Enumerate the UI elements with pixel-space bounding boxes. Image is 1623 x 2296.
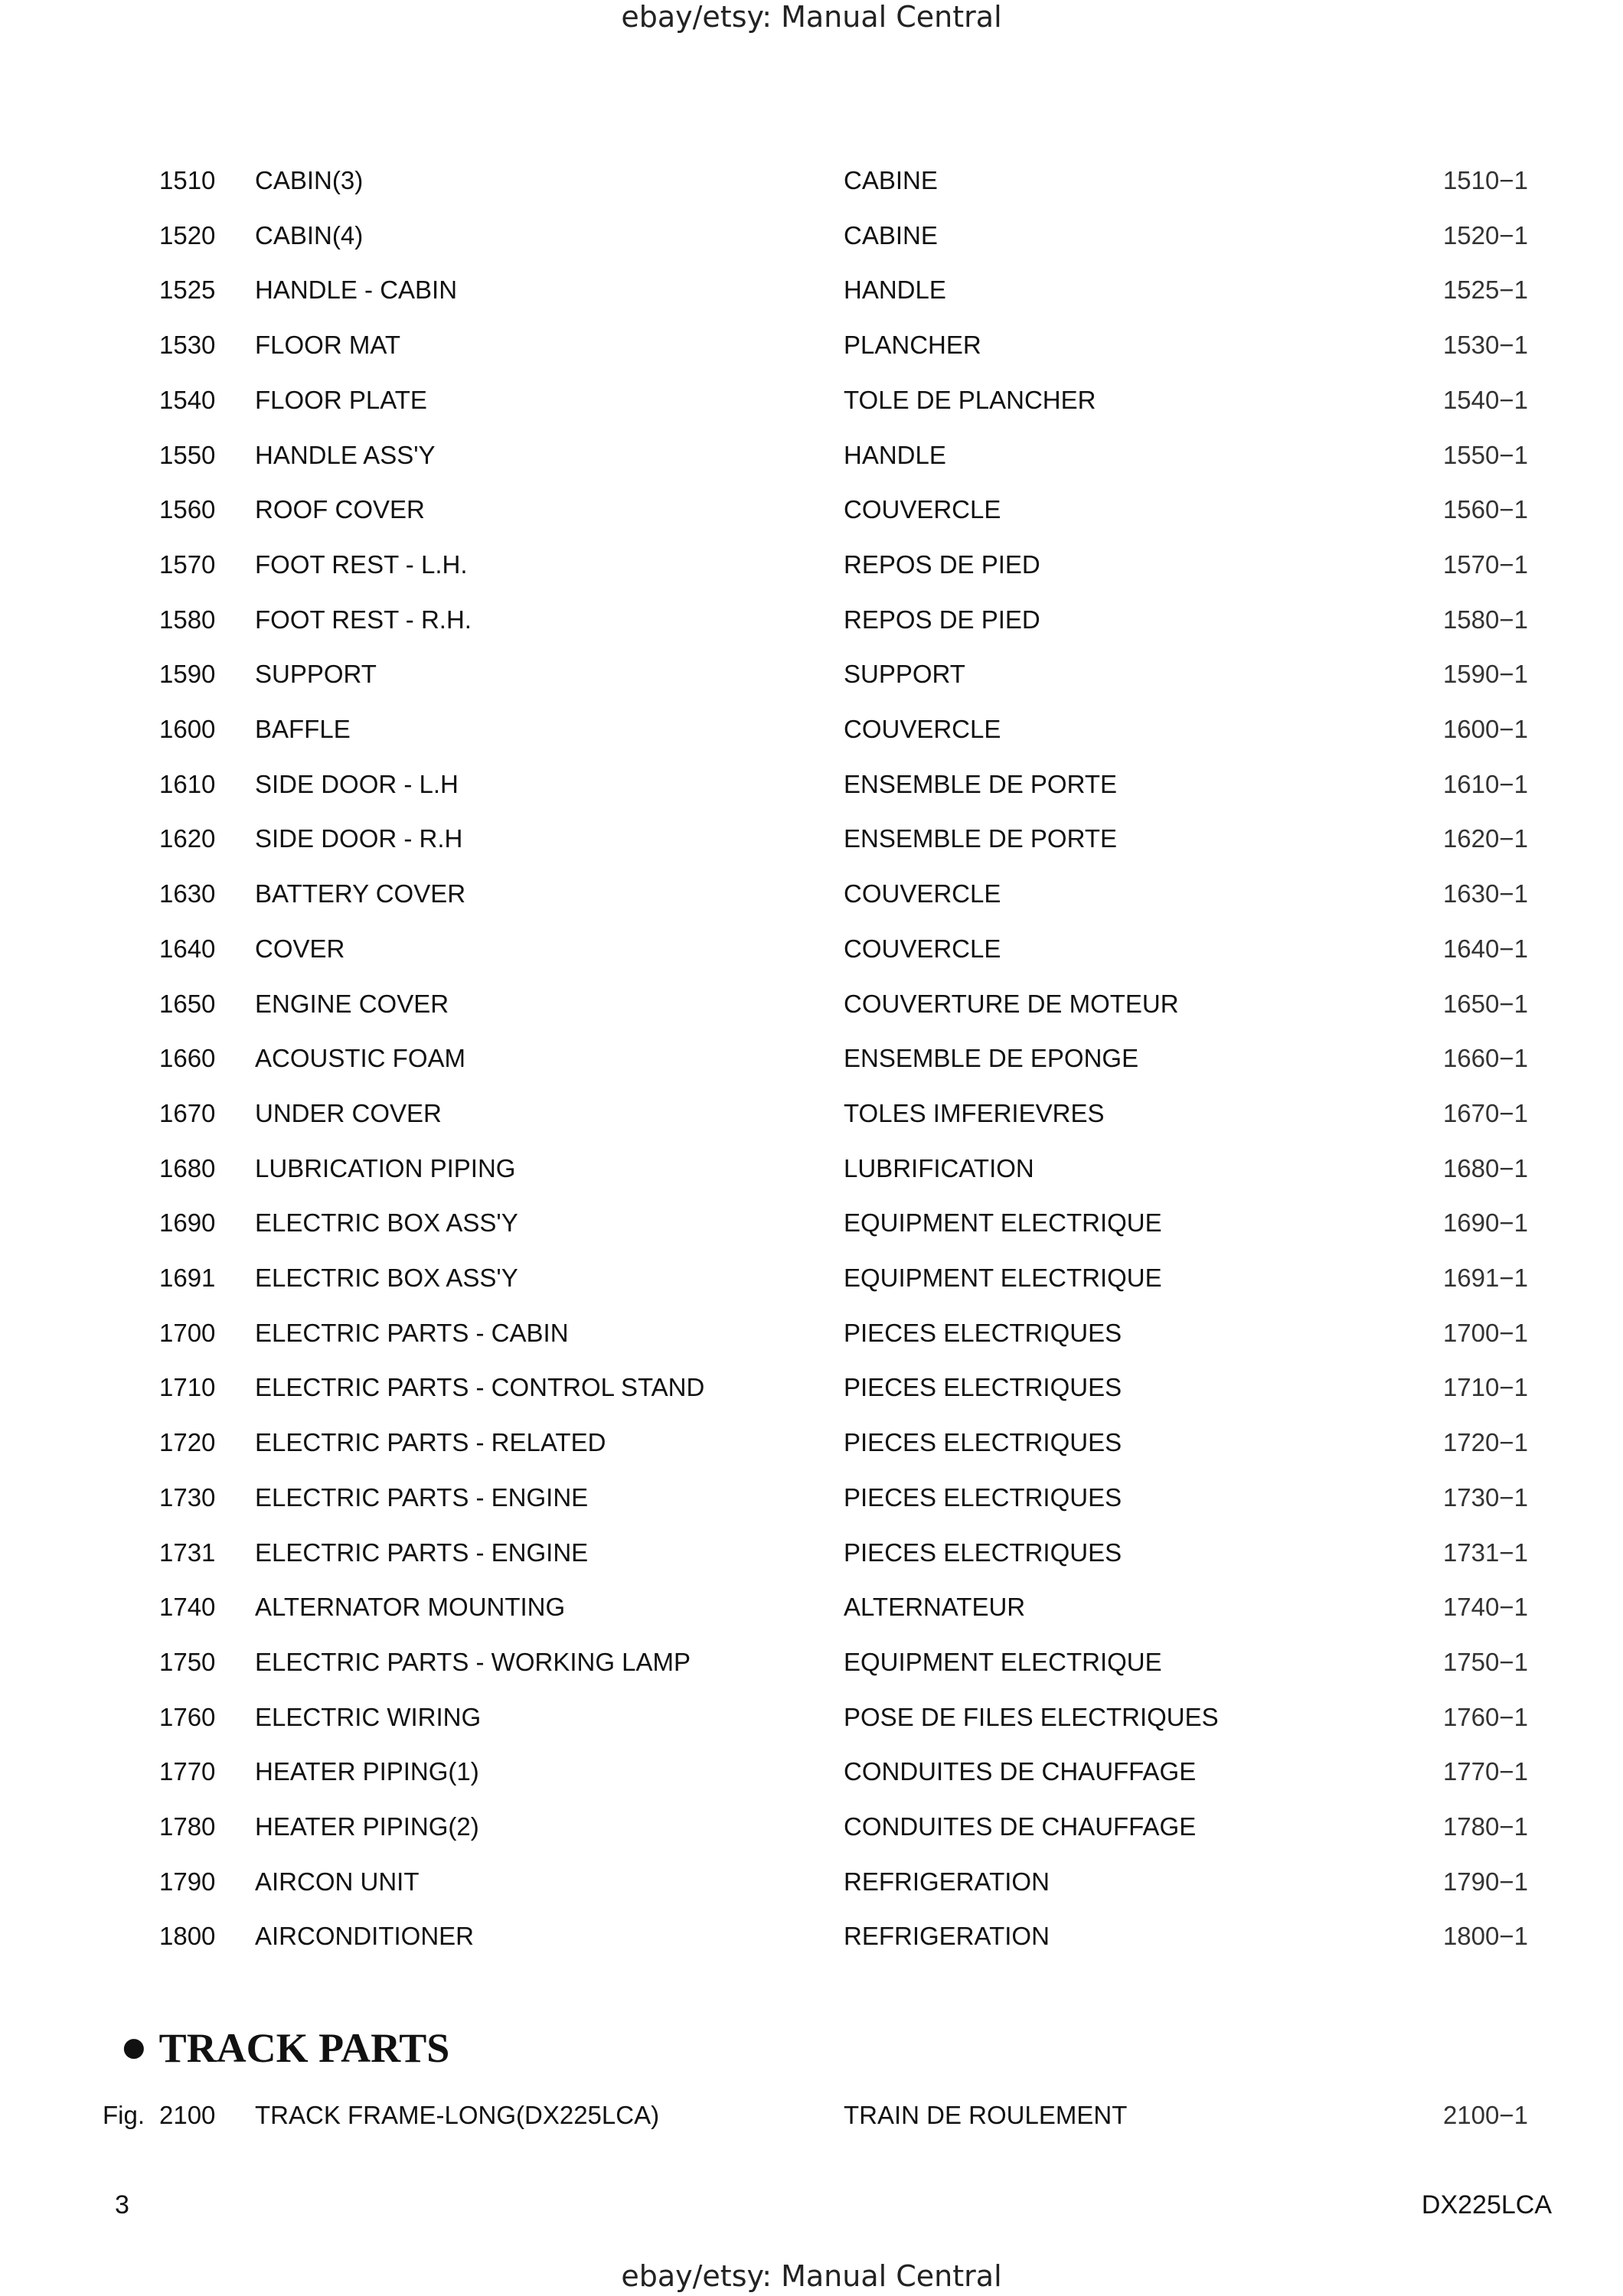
french-name: HANDLE xyxy=(844,440,946,469)
part-number: 1560 xyxy=(159,495,216,524)
french-name: PIECES ELECTRIQUES xyxy=(844,1538,1122,1567)
part-number: 1790 xyxy=(159,1867,216,1896)
french-name: HANDLE xyxy=(844,276,946,305)
parts-row xyxy=(0,926,1623,972)
part-number: 1530 xyxy=(159,331,216,360)
english-name: HEATER PIPING(1) xyxy=(255,1757,479,1786)
parts-row xyxy=(0,1365,1623,1411)
english-name: SUPPORT xyxy=(255,660,377,689)
english-name: LUBRICATION PIPING xyxy=(255,1153,516,1182)
parts-row xyxy=(0,432,1623,478)
page-reference: 1520−1 xyxy=(1442,220,1528,249)
part-number: 1730 xyxy=(159,1482,216,1512)
model-name: DX225LCA xyxy=(1421,2190,1552,2219)
french-name: EQUIPMENT ELECTRIQUE xyxy=(844,1647,1162,1676)
french-name: CABINE xyxy=(844,220,938,249)
parts-row xyxy=(0,377,1623,423)
french-name: PIECES ELECTRIQUES xyxy=(844,1373,1122,1402)
page-reference: 1570−1 xyxy=(1442,550,1528,579)
part-number: 1780 xyxy=(159,1812,216,1841)
english-name: BATTERY COVER xyxy=(255,879,466,908)
english-name: HANDLE ASS'Y xyxy=(255,440,436,469)
french-name: COUVERTURE DE MOTEUR xyxy=(844,989,1179,1018)
page-reference: 1730−1 xyxy=(1442,1482,1528,1512)
french-name: EQUIPMENT ELECTRIQUE xyxy=(844,1208,1162,1238)
english-name: HEATER PIPING(2) xyxy=(255,1812,479,1841)
english-name: SIDE DOOR - R.H xyxy=(255,824,463,853)
parts-row xyxy=(0,267,1623,313)
page-reference: 1780−1 xyxy=(1442,1812,1528,1841)
french-name: CABINE xyxy=(844,166,938,194)
page-reference: 1620−1 xyxy=(1442,824,1528,853)
page-reference: 1731−1 xyxy=(1442,1538,1528,1567)
parts-row xyxy=(0,762,1623,807)
part-number: 1525 xyxy=(159,276,216,305)
english-name: AIRCONDITIONER xyxy=(255,1922,475,1951)
parts-row xyxy=(0,651,1623,697)
page-reference: 1710−1 xyxy=(1442,1373,1528,1402)
french-name: SUPPORT xyxy=(844,660,965,689)
parts-row xyxy=(0,1584,1623,1630)
parts-row xyxy=(0,1639,1623,1685)
french-name: CONDUITES DE CHAUFFAGE xyxy=(844,1812,1197,1841)
english-name: ELECTRIC PARTS - ENGINE xyxy=(255,1482,589,1512)
part-number: 1720 xyxy=(159,1428,216,1457)
page-reference: 1540−1 xyxy=(1442,385,1528,414)
english-name: ELECTRIC PARTS - CABIN xyxy=(255,1318,569,1347)
french-name: PIECES ELECTRIQUES xyxy=(844,1318,1122,1347)
part-number: 1760 xyxy=(159,1702,216,1731)
french-name: COUVERCLE xyxy=(844,879,1001,908)
parts-row xyxy=(0,1146,1623,1192)
part-number: 1670 xyxy=(159,1098,216,1127)
french-name: PIECES ELECTRIQUES xyxy=(844,1428,1122,1457)
part-number: 1570 xyxy=(159,550,216,579)
french-name: ENSEMBLE DE PORTE xyxy=(844,824,1117,853)
part-number: 1640 xyxy=(159,934,216,963)
page-reference: 1590−1 xyxy=(1442,660,1528,689)
parts-row xyxy=(0,213,1623,259)
parts-row xyxy=(0,1530,1623,1576)
page-reference: 1630−1 xyxy=(1442,879,1528,908)
part-number: 1600 xyxy=(159,715,216,743)
english-name: ELECTRIC BOX ASS'Y xyxy=(255,1208,518,1238)
part-number: 1770 xyxy=(159,1757,216,1786)
parts-row xyxy=(0,1913,1623,1959)
page-reference: 1660−1 xyxy=(1442,1044,1528,1073)
bullet-icon: ● xyxy=(122,2032,145,2063)
english-name: ALTERNATOR MOUNTING xyxy=(255,1593,566,1622)
french-name: PLANCHER xyxy=(844,331,981,360)
parts-row xyxy=(0,1694,1623,1740)
parts-row xyxy=(0,1749,1623,1795)
part-number: 1650 xyxy=(159,989,216,1018)
french-name: ENSEMBLE DE PORTE xyxy=(844,769,1117,798)
page-reference: 1691−1 xyxy=(1442,1264,1528,1292)
english-name: HANDLE - CABIN xyxy=(255,276,458,305)
parts-row xyxy=(0,322,1623,368)
english-name: ELECTRIC BOX ASS'Y xyxy=(255,1264,518,1292)
part-number: 1800 xyxy=(159,1922,216,1951)
english-name: ELECTRIC PARTS - ENGINE xyxy=(255,1538,589,1567)
french-name: LUBRIFICATION xyxy=(844,1153,1034,1182)
page-reference: 1770−1 xyxy=(1442,1757,1528,1786)
part-number: 2100 xyxy=(159,2101,216,2129)
part-number: 1510 xyxy=(159,166,216,194)
parts-row xyxy=(0,1200,1623,1246)
french-name: COUVERCLE xyxy=(844,715,1001,743)
part-number: 1580 xyxy=(159,605,216,634)
page-reference: 1670−1 xyxy=(1442,1098,1528,1127)
english-name: ELECTRIC PARTS - CONTROL STAND xyxy=(255,1373,705,1402)
parts-row xyxy=(0,981,1623,1027)
part-number: 1731 xyxy=(159,1538,216,1567)
page-reference: 1510−1 xyxy=(1442,166,1528,194)
english-name: CABIN(4) xyxy=(255,220,364,249)
page-reference: 1525−1 xyxy=(1442,276,1528,305)
parts-row xyxy=(0,871,1623,917)
part-number: 1750 xyxy=(159,1647,216,1676)
part-number: 1540 xyxy=(159,385,216,414)
part-number: 1520 xyxy=(159,220,216,249)
page-reference: 1530−1 xyxy=(1442,331,1528,360)
french-name: REPOS DE PIED xyxy=(844,550,1040,579)
part-number: 1660 xyxy=(159,1044,216,1073)
header-watermark: ebay/etsy: Manual Central xyxy=(621,0,1002,34)
part-number: 1550 xyxy=(159,440,216,469)
parts-row xyxy=(0,816,1623,862)
part-number: 1590 xyxy=(159,660,216,689)
english-name: CABIN(3) xyxy=(255,166,364,194)
english-name: ENGINE COVER xyxy=(255,989,449,1018)
french-name: EQUIPMENT ELECTRIQUE xyxy=(844,1264,1162,1292)
english-name: FOOT REST - L.H. xyxy=(255,550,468,579)
french-name: TRAIN DE ROULEMENT xyxy=(844,2101,1128,2129)
french-name: CONDUITES DE CHAUFFAGE xyxy=(844,1757,1197,1786)
page-reference: 1740−1 xyxy=(1442,1593,1528,1622)
english-name: ELECTRIC WIRING xyxy=(255,1702,482,1731)
page-reference: 1690−1 xyxy=(1442,1208,1528,1238)
parts-row xyxy=(0,542,1623,588)
french-name: REPOS DE PIED xyxy=(844,605,1040,634)
english-name: BAFFLE xyxy=(255,715,351,743)
parts-row xyxy=(0,1255,1623,1301)
parts-row xyxy=(0,1310,1623,1356)
french-name: POSE DE FILES ELECTRIQUES xyxy=(844,1702,1219,1731)
french-name: PIECES ELECTRIQUES xyxy=(844,1482,1122,1512)
page-reference: 1640−1 xyxy=(1442,934,1528,963)
english-name: ELECTRIC PARTS - WORKING LAMP xyxy=(255,1647,691,1676)
parts-row xyxy=(0,1475,1623,1521)
section-title: TRACK PARTS xyxy=(158,2025,450,2071)
french-name: ENSEMBLE DE EPONGE xyxy=(844,1044,1139,1073)
parts-row xyxy=(0,2092,1623,2138)
section-heading xyxy=(122,2020,449,2075)
part-number: 1610 xyxy=(159,769,216,798)
page-reference: 1760−1 xyxy=(1442,1702,1528,1731)
parts-row xyxy=(0,1035,1623,1081)
french-name: TOLE DE PLANCHER xyxy=(844,385,1096,414)
page-reference: 1720−1 xyxy=(1442,1428,1528,1457)
part-number: 1620 xyxy=(159,824,216,853)
part-number: 1680 xyxy=(159,1153,216,1182)
english-name: ACOUSTIC FOAM xyxy=(255,1044,466,1073)
part-number: 1691 xyxy=(159,1264,216,1292)
english-name: FLOOR PLATE xyxy=(255,385,427,414)
english-name: AIRCON UNIT xyxy=(255,1867,420,1896)
parts-row xyxy=(0,487,1623,533)
page-reference: 1560−1 xyxy=(1442,495,1528,524)
parts-row xyxy=(0,158,1623,204)
page-reference: 1800−1 xyxy=(1442,1922,1528,1951)
french-name: REFRIGERATION xyxy=(844,1867,1050,1896)
page-number: 3 xyxy=(115,2190,129,2219)
page-reference: 1580−1 xyxy=(1442,605,1528,634)
page-reference: 1790−1 xyxy=(1442,1867,1528,1896)
english-name: FLOOR MAT xyxy=(255,331,401,360)
english-name: UNDER COVER xyxy=(255,1098,442,1127)
french-name: COUVERCLE xyxy=(844,934,1001,963)
french-name: ALTERNATEUR xyxy=(844,1593,1026,1622)
parts-row xyxy=(0,1420,1623,1466)
page-reference: 1550−1 xyxy=(1442,440,1528,469)
part-number: 1630 xyxy=(159,879,216,908)
french-name: TOLES IMFERIEVRES xyxy=(844,1098,1105,1127)
french-name: COUVERCLE xyxy=(844,495,1001,524)
page-reference: 1700−1 xyxy=(1442,1318,1528,1347)
page-reference: 1750−1 xyxy=(1442,1647,1528,1676)
english-name: TRACK FRAME-LONG(DX225LCA) xyxy=(255,2101,660,2129)
part-number: 1700 xyxy=(159,1318,216,1347)
page-reference: 1680−1 xyxy=(1442,1153,1528,1182)
part-number: 1740 xyxy=(159,1593,216,1622)
page-reference: 1600−1 xyxy=(1442,715,1528,743)
english-name: FOOT REST - R.H. xyxy=(255,605,472,634)
part-number: 1710 xyxy=(159,1373,216,1402)
parts-row xyxy=(0,706,1623,752)
footer-watermark: ebay/etsy: Manual Central xyxy=(621,2259,1002,2293)
parts-row xyxy=(0,1091,1623,1137)
english-name: COVER xyxy=(255,934,345,963)
page-reference: 2100−1 xyxy=(1442,2101,1528,2129)
english-name: ELECTRIC PARTS - RELATED xyxy=(255,1428,606,1457)
page-reference: 1610−1 xyxy=(1442,769,1528,798)
parts-row xyxy=(0,1804,1623,1850)
parts-row xyxy=(0,597,1623,643)
parts-row xyxy=(0,1859,1623,1905)
french-name: REFRIGERATION xyxy=(844,1922,1050,1951)
part-number: 1690 xyxy=(159,1208,216,1238)
english-name: ROOF COVER xyxy=(255,495,425,524)
english-name: SIDE DOOR - L.H xyxy=(255,769,459,798)
page-reference: 1650−1 xyxy=(1442,989,1528,1018)
figure-label: Fig. xyxy=(103,2101,145,2129)
